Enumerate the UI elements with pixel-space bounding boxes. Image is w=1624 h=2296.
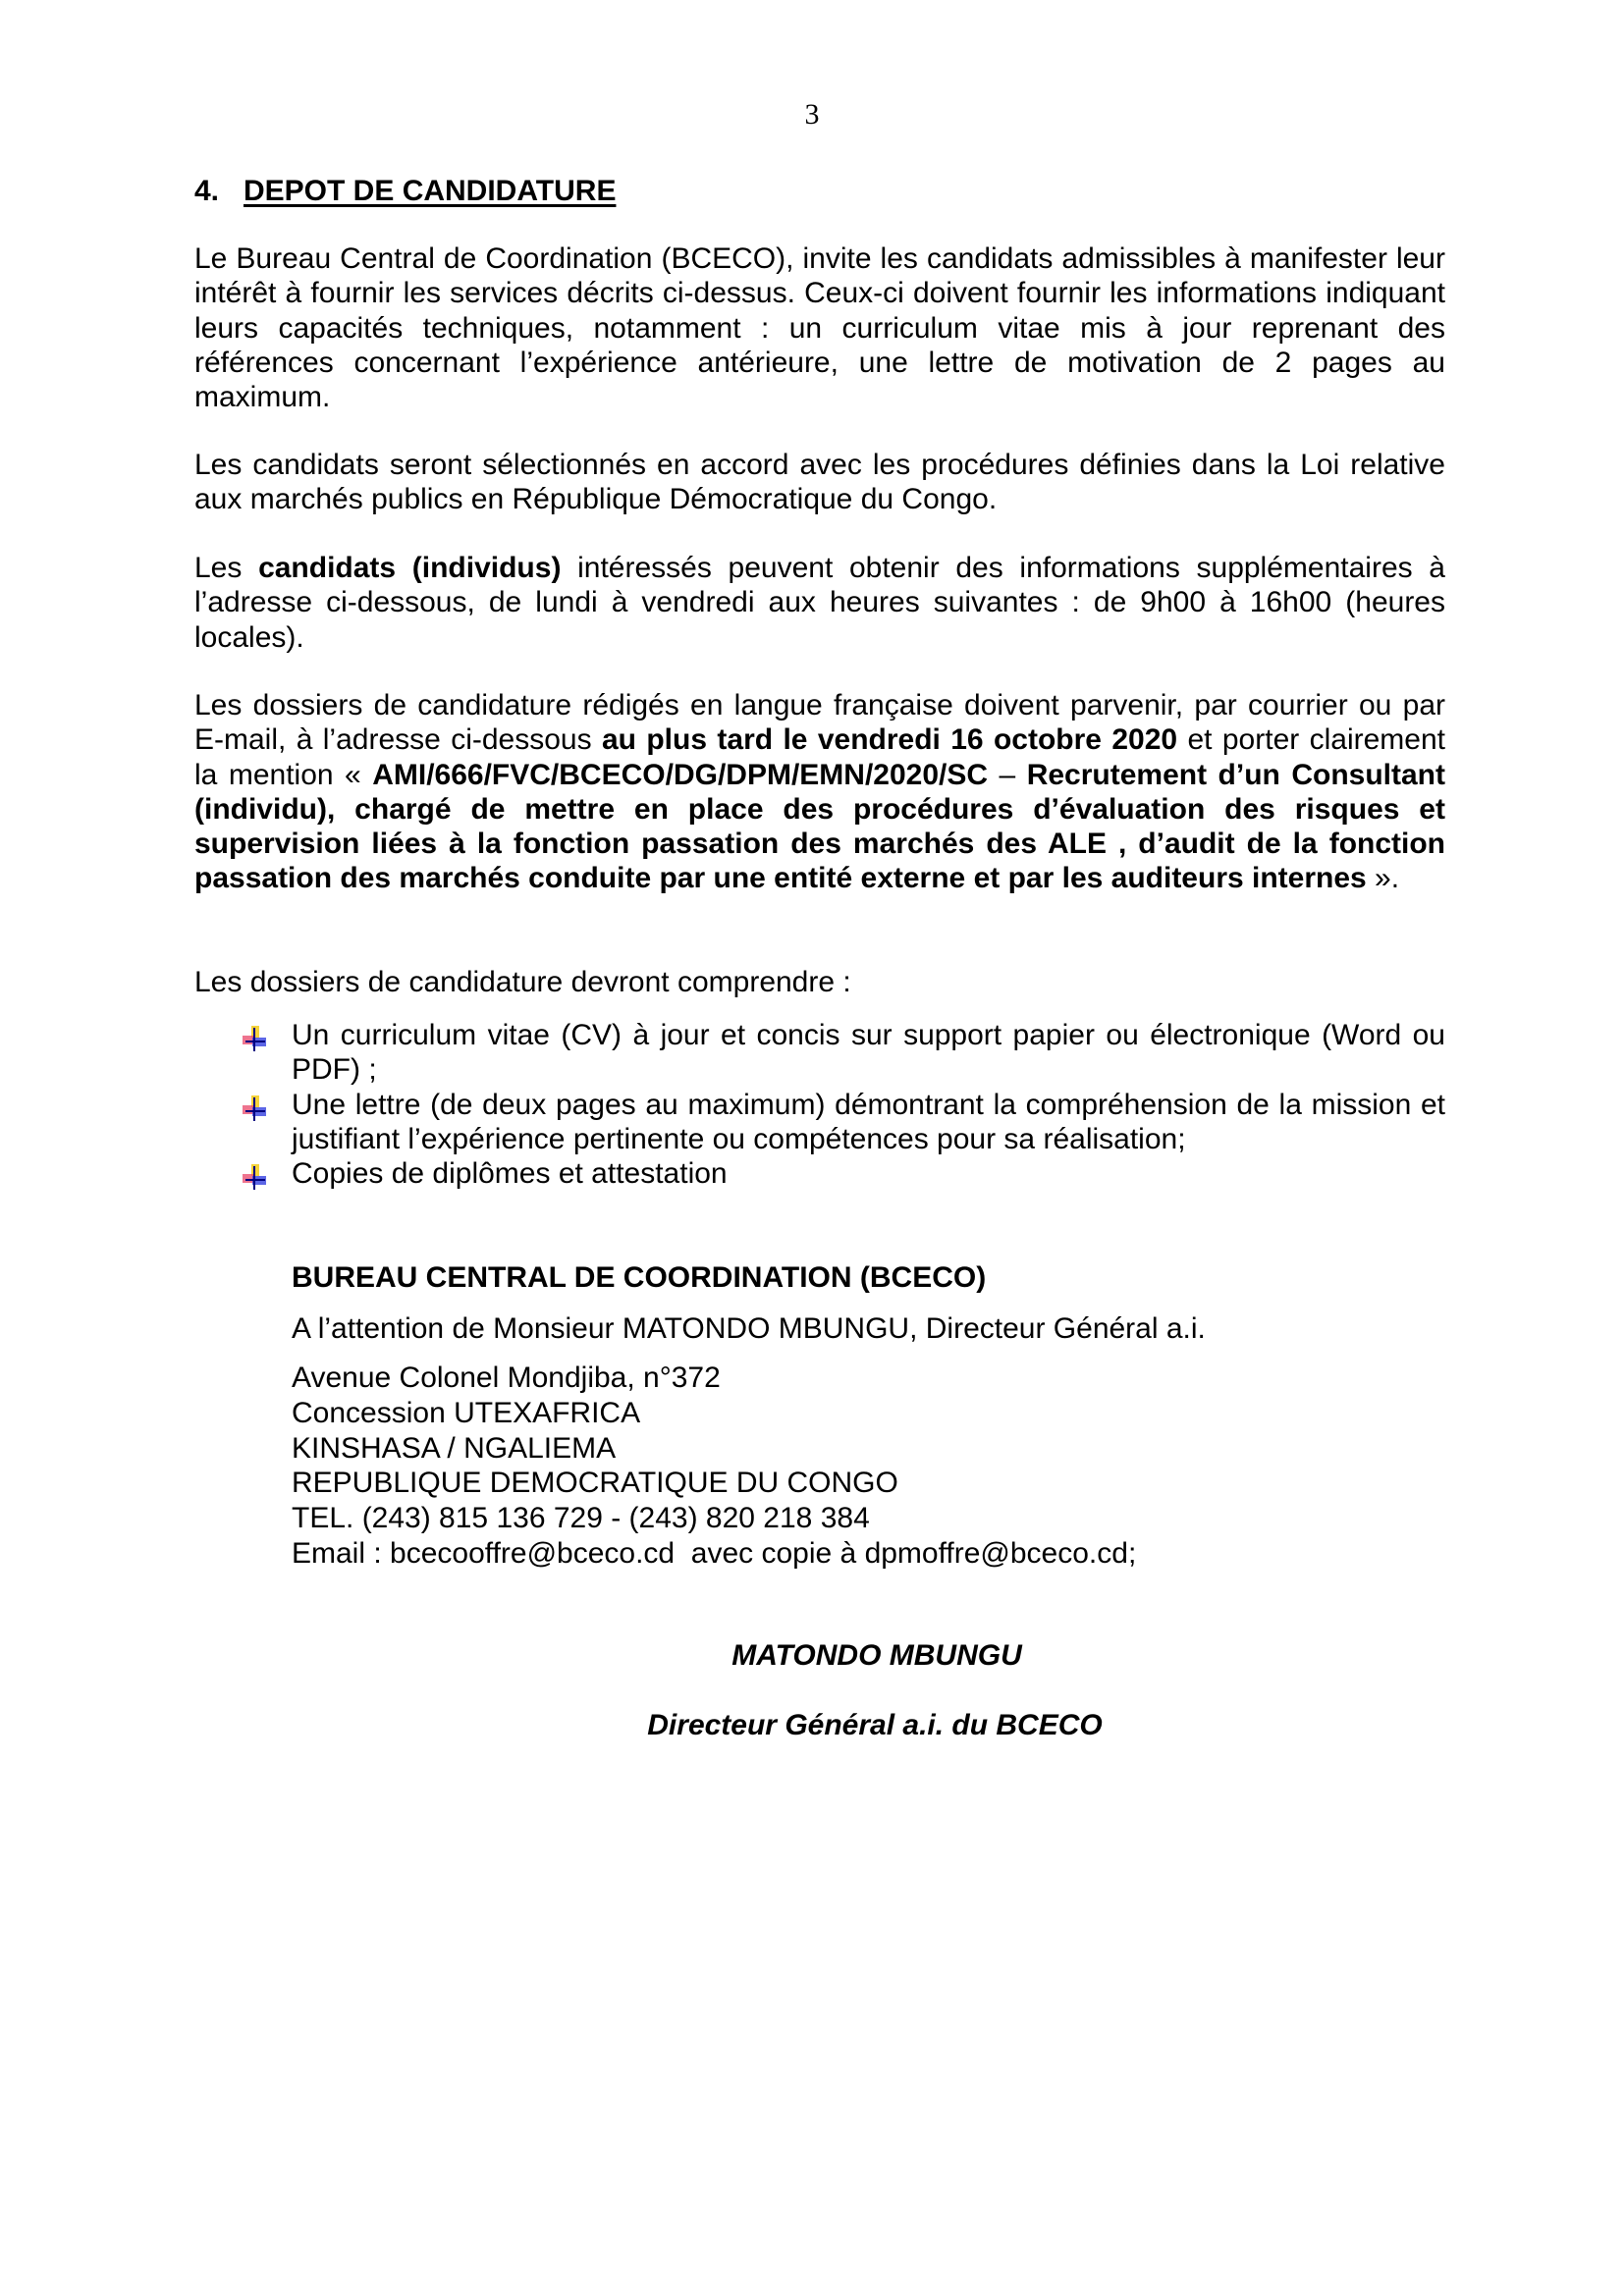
arrow-down-plus-icon bbox=[243, 1026, 266, 1051]
address-attention: A l’attention de Monsieur MATONDO MBUNGU, Directeur Général a.i. bbox=[292, 1312, 1206, 1345]
page-number: 3 bbox=[804, 98, 820, 131]
p4-subject: Recrutement d’un Consultant (individu), chargé de mettre en place des procédures d’évaluation des risques et supervision liées à la fonction passation des marchés des ALE , d’audit de la fonction passation des marchés conduite par une entité externe et par les auditeurs internes bbox=[194, 758, 1445, 895]
section-number: 4. bbox=[194, 175, 220, 207]
address-street: Avenue Colonel Mondjiba, n°372 bbox=[292, 1362, 721, 1394]
p4-closing: ». bbox=[1366, 862, 1400, 895]
requirement-letter: Une lettre (de deux pages au maximum) démontrant la compréhension de la mission et justifiant l’expérience pertinente ou compétences pour sa réalisation; bbox=[292, 1088, 1445, 1155]
paragraph-requirements-intro: Les dossiers de candidature devront comprendre : bbox=[194, 966, 851, 998]
p4-part2: et porter clairement la mention « bbox=[194, 723, 1445, 791]
section-title: DEPOT DE CANDIDATURE bbox=[244, 175, 617, 207]
requirement-cv: Un curriculum vitae (CV) à jour et concis sur support papier ou électronique (Word ou PDF) ; bbox=[292, 1019, 1445, 1087]
email-label: Email : bbox=[292, 1536, 391, 1570]
p3-after: intéressés peuvent obtenir des informations supplémentaires à l’adresse ci-dessous, de lundi à vendredi aux heures suivantes : de 9h00 à 16h00 (heures locales). bbox=[194, 552, 1445, 654]
list-item bbox=[241, 1156, 1445, 1191]
address-concession: Concession UTEXAFRICA bbox=[292, 1396, 641, 1429]
address-phone: TEL. (243) 815 136 729 - (243) 820 218 384 bbox=[292, 1502, 870, 1535]
p4-dash: – bbox=[988, 758, 1027, 791]
arrow-down-plus-icon bbox=[243, 1095, 266, 1121]
list-item bbox=[241, 1088, 1445, 1157]
signature-title: Directeur Général a.i. du BCECO bbox=[647, 1709, 1103, 1741]
p4-deadline: au plus tard le vendredi 16 octobre 2020 bbox=[601, 723, 1178, 757]
section-heading bbox=[194, 175, 616, 208]
address-block bbox=[292, 1361, 1136, 1572]
arrow-down-plus-icon bbox=[243, 1164, 266, 1190]
paragraph-selection: Les candidats seront sélectionnés en accord avec les procédures définies dans la Loi relative aux marchés publics en République Démocratique du Congo. bbox=[194, 449, 1445, 516]
p4-reference: AMI/666/FVC/BCECO/DG/DPM/EMN/2020/SC bbox=[372, 758, 989, 791]
email-end: ; bbox=[1127, 1536, 1137, 1570]
email-primary: bcecooffre@bceco.cd bbox=[390, 1536, 676, 1570]
email-copy: dpmoffre@bceco.cd bbox=[864, 1536, 1128, 1570]
paragraph-invitation: Le Bureau Central de Coordination (BCECO), invite les candidats admissibles à manifester leur intérêt à fournir les services décrits ci-dessus. Ceux-ci doivent fournir les informations indiquant leurs capacités techniques, notamment : un curriculum vitae mis à jour reprenant des références concernant l’expérience antérieure, une lettre de motivation de 2 pages au maximum. bbox=[194, 242, 1445, 414]
p4-part1: Les dossiers de candidature rédigés en langue française doivent parvenir, par courrier ou par E-mail, à l’adresse ci-dessous bbox=[194, 689, 1445, 757]
address-city: KINSHASA / NGALIEMA bbox=[292, 1431, 617, 1465]
email-middle: avec copie à bbox=[675, 1536, 865, 1570]
address-organization: BUREAU CENTRAL DE COORDINATION (BCECO) bbox=[292, 1261, 987, 1294]
p3-candidates-bold: candidats (individus) bbox=[258, 552, 562, 584]
paragraph-submission bbox=[194, 688, 1445, 896]
address-country: REPUBLIQUE DEMOCRATIQUE DU CONGO bbox=[292, 1467, 898, 1500]
list-item bbox=[241, 1018, 1445, 1088]
requirements-list bbox=[241, 1018, 1445, 1191]
address-email-line bbox=[292, 1536, 1136, 1572]
requirement-diplomas: Copies de diplômes et attestation bbox=[292, 1157, 728, 1191]
signature-name: MATONDO MBUNGU bbox=[731, 1639, 1022, 1672]
p3-before: Les bbox=[194, 552, 259, 584]
paragraph-information bbox=[194, 551, 1445, 655]
